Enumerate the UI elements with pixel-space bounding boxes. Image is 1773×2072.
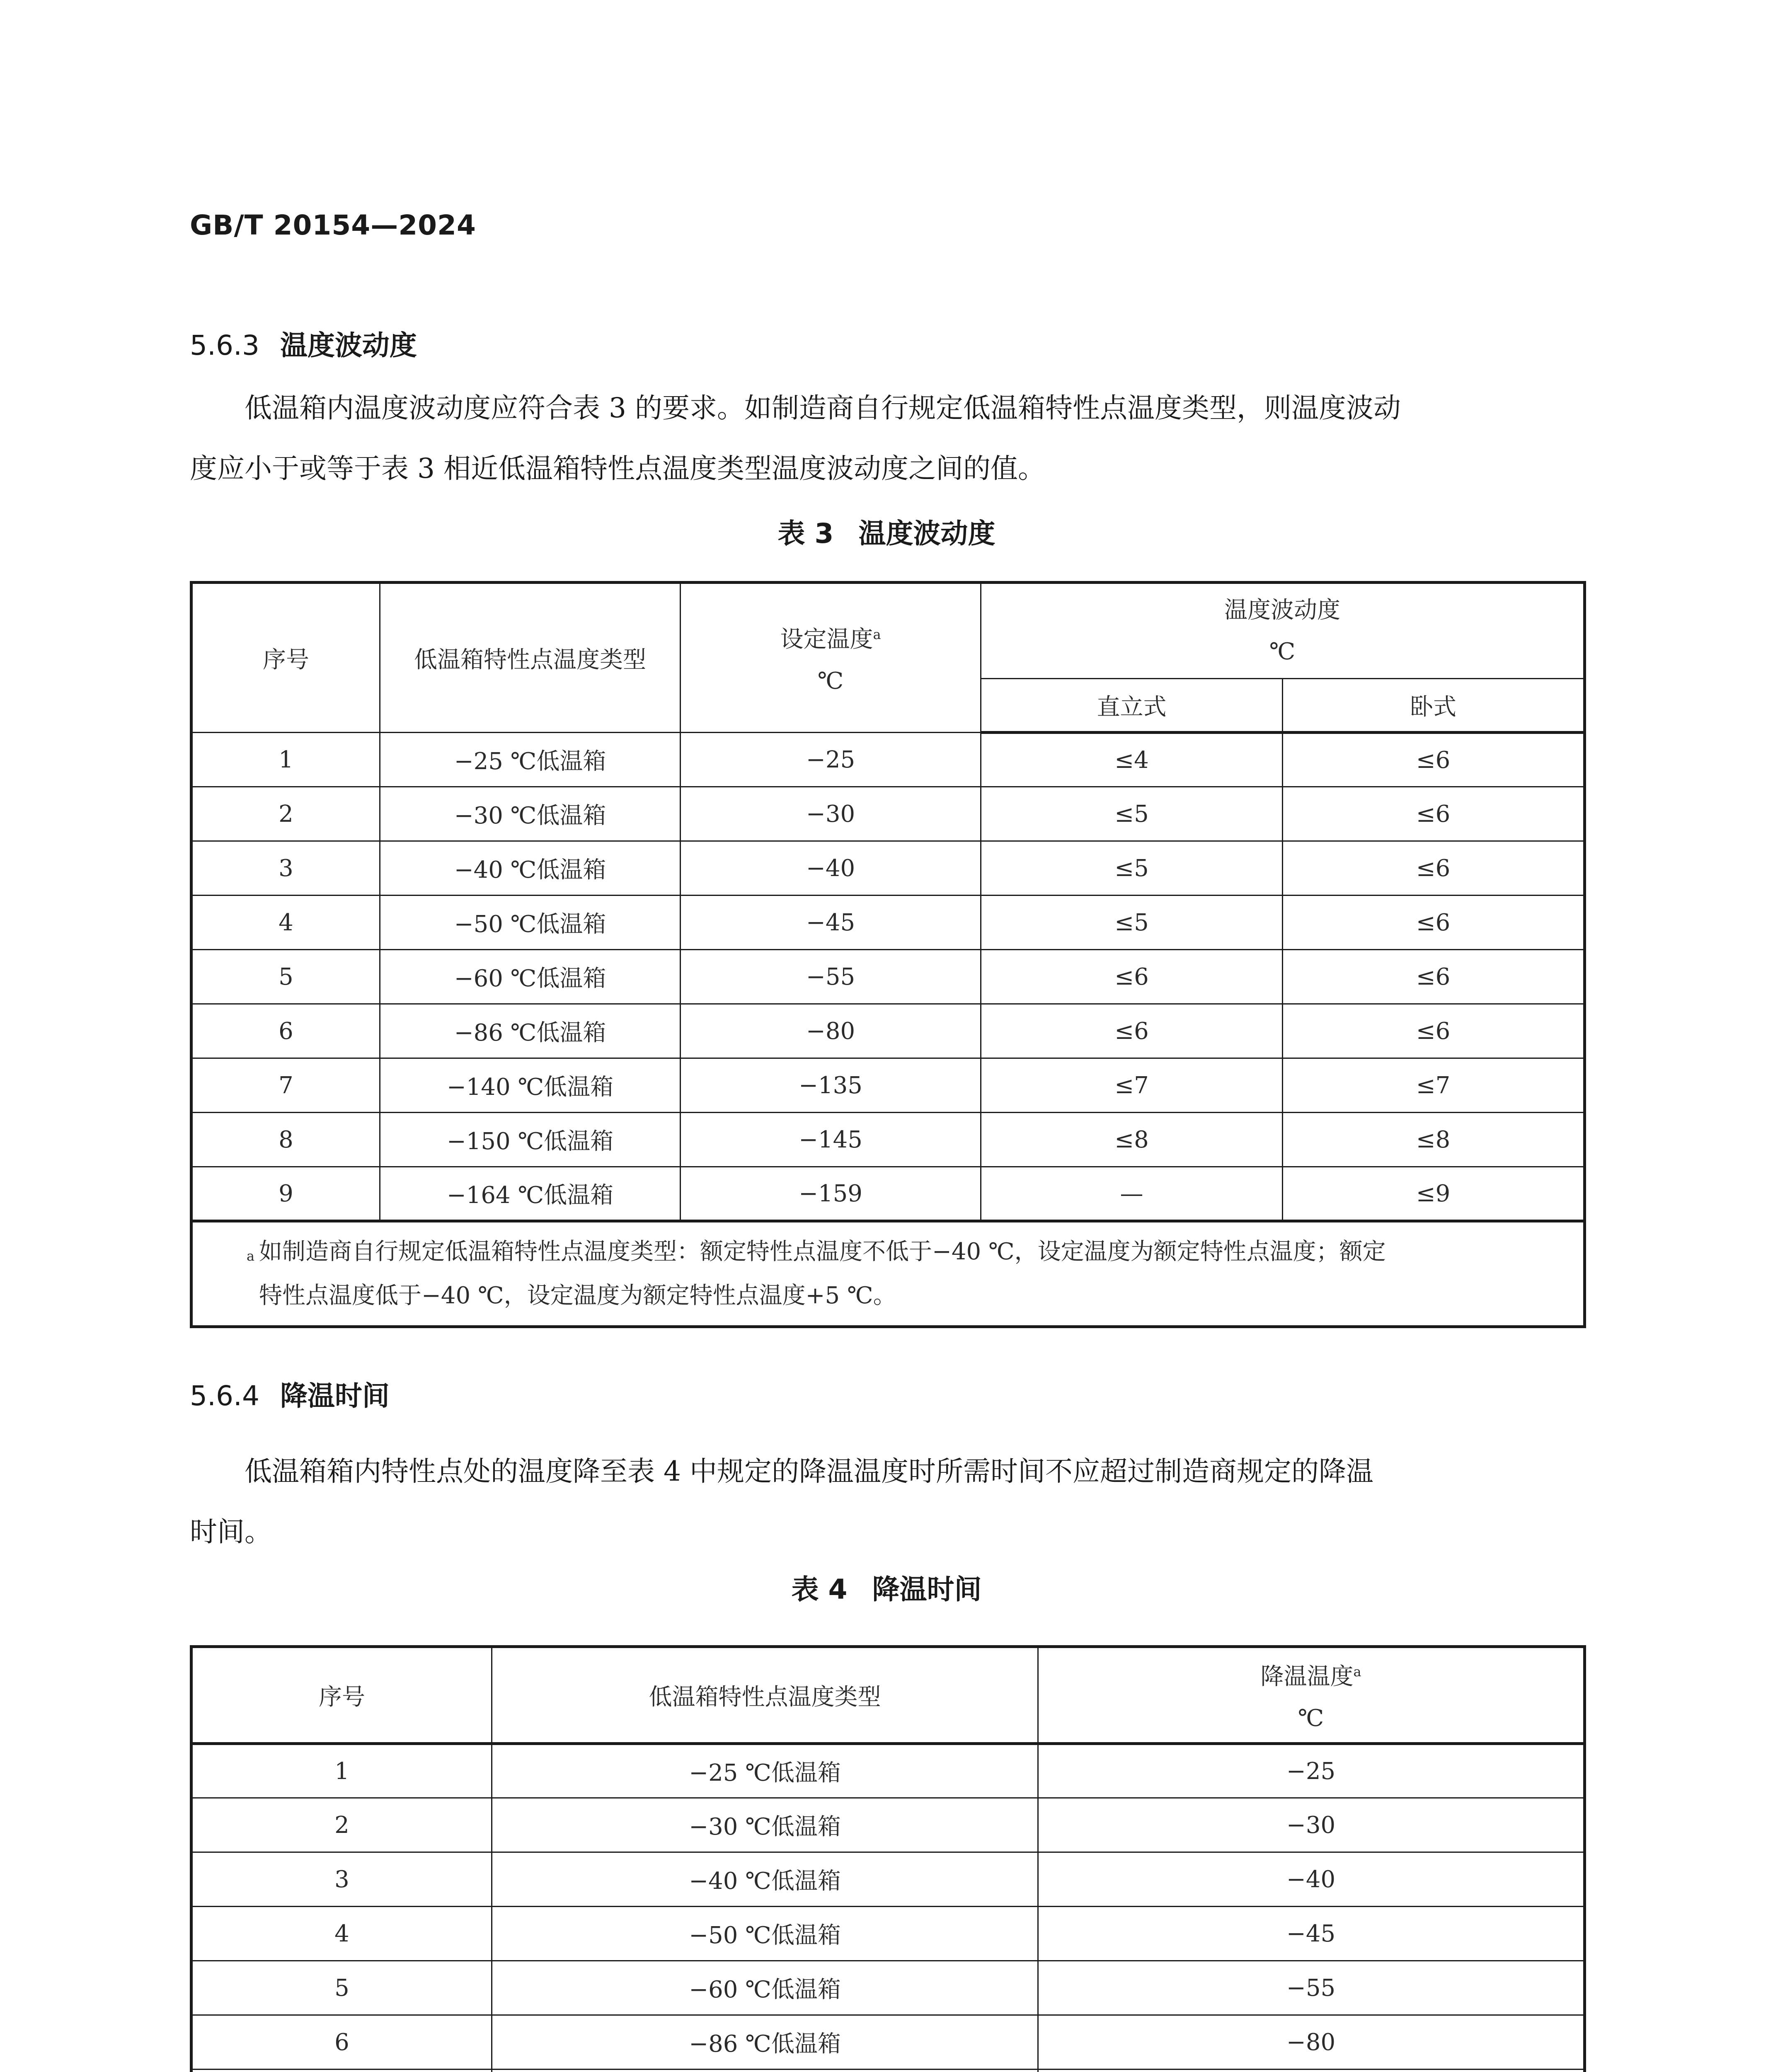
section-paragraph-5-6-4	[190, 1441, 1583, 1562]
cell-type: −86 ℃低温箱	[492, 2015, 1038, 2070]
cell-type: −150 ℃低温箱	[380, 1113, 681, 1167]
footnote-line: 特性点温度低于−40 ℃，设定温度为额定特性点温度+5 ℃。	[259, 1282, 896, 1309]
paragraph-line: 低温箱内温度波动度应符合表 3 的要求。如制造商自行规定低温箱特性点温度类型，则温度波动	[245, 392, 1401, 424]
cell-cool-temp: −55	[1038, 1961, 1585, 2015]
cell-cool-temp: −25	[1038, 1744, 1585, 1798]
cell-upright: ≤6	[981, 1004, 1283, 1058]
table-row	[191, 733, 1585, 787]
header-type: 低温箱特性点温度类型	[492, 1647, 1038, 1744]
cell-type: −40 ℃低温箱	[380, 841, 681, 896]
cell-type: −30 ℃低温箱	[492, 1798, 1038, 1852]
section-title: 降温时间	[280, 1380, 390, 1412]
cell-set-temp: −135	[681, 1058, 981, 1113]
cell-seq: 2	[191, 1798, 492, 1852]
header-cool-temp: 降温温度$^a$ ℃	[1038, 1647, 1585, 1744]
header-type: 低温箱特性点温度类型	[380, 583, 681, 733]
table-caption: 温度波动度	[858, 518, 995, 549]
cell-chest: ≤6	[1283, 950, 1585, 1004]
unit-celsius: ℃	[1298, 1704, 1324, 1732]
cell-type: −50 ℃低温箱	[492, 1907, 1038, 1961]
cell-seq: 4	[191, 896, 380, 950]
footnote-ref: a	[873, 627, 881, 643]
cell-upright: ≤7	[981, 1058, 1283, 1113]
table-3-footnote	[191, 1221, 1585, 1327]
header-seq: 序号	[191, 1647, 492, 1744]
table-label: 表 4	[791, 1573, 848, 1605]
header-upright: 直立式	[981, 679, 1283, 733]
section-heading-5-6-3	[190, 323, 417, 363]
cell-seq: 1	[191, 733, 380, 787]
table-row	[191, 1113, 1585, 1167]
section-heading-5-6-4	[190, 1374, 390, 1413]
cell-seq: 6	[191, 1004, 380, 1058]
cell-type: −40 ℃低温箱	[492, 1852, 1038, 1907]
section-number: 5.6.3	[190, 329, 259, 361]
table-row	[191, 1907, 1585, 1961]
cell-seq: 5	[191, 950, 380, 1004]
cell-set-temp: −25	[681, 733, 981, 787]
table-row	[191, 896, 1585, 950]
cell-upright: ≤8	[981, 1113, 1283, 1167]
table-row	[191, 1961, 1585, 2015]
cell-chest: ≤6	[1283, 733, 1585, 787]
cell-cool-temp: −45	[1038, 1907, 1585, 1961]
cell-type: −140 ℃低温箱	[380, 1058, 681, 1113]
table-4-title	[190, 1567, 1583, 1607]
table-row	[191, 1852, 1585, 1907]
table-3-title	[190, 511, 1583, 551]
cell-type: −50 ℃低温箱	[380, 896, 681, 950]
header-chest: 卧式	[1283, 679, 1585, 733]
section-number: 5.6.4	[190, 1380, 259, 1412]
cell-chest: ≤6	[1283, 787, 1585, 841]
cell-seq: 3	[191, 841, 380, 896]
table-row	[191, 1058, 1585, 1113]
table-row	[191, 841, 1585, 896]
cell-chest: ≤7	[1283, 1058, 1585, 1113]
cell-set-temp: −55	[681, 950, 981, 1004]
cell-type	[492, 2070, 1038, 2072]
cell-seq: 8	[191, 1113, 380, 1167]
cell-seq: 9	[191, 1167, 380, 1221]
cell-cool-temp: −30	[1038, 1798, 1585, 1852]
cell-seq: 2	[191, 787, 380, 841]
cell-type: −25 ℃低温箱	[380, 733, 681, 787]
cell-type: −164 ℃低温箱	[380, 1167, 681, 1221]
cell-chest: ≤8	[1283, 1113, 1585, 1167]
cell-cool-temp: −80	[1038, 2015, 1585, 2070]
table-3-temperature-fluctuation	[190, 581, 1586, 1328]
paragraph-line: 低温箱箱内特性点处的温度降至表 4 中规定的降温温度时所需时间不应超过制造商规定的降温	[245, 1455, 1373, 1487]
cell-set-temp: −30	[681, 787, 981, 841]
cell-upright: ≤6	[981, 950, 1283, 1004]
table-4-cooling-time	[190, 1645, 1586, 2072]
footnote-mark: a	[247, 1248, 255, 1264]
cell-seq: 3	[191, 1852, 492, 1907]
cell-seq: 7	[191, 1058, 380, 1113]
cell-type: −30 ℃低温箱	[380, 787, 681, 841]
cell-set-temp: −145	[681, 1113, 981, 1167]
cell-chest: ≤9	[1283, 1167, 1585, 1221]
table-row	[191, 1744, 1585, 1798]
cell-seq: 6	[191, 2015, 492, 2070]
table-row	[191, 1167, 1585, 1221]
paragraph-line: 时间。	[190, 1516, 272, 1548]
table-row	[191, 787, 1585, 841]
cell-chest: ≤6	[1283, 841, 1585, 896]
cell-type: −60 ℃低温箱	[380, 950, 681, 1004]
footnote-ref: a	[1353, 1664, 1361, 1680]
cell-seq: 5	[191, 1961, 492, 2015]
table-caption: 降温时间	[872, 1573, 982, 1605]
header-seq: 序号	[191, 583, 380, 733]
unit-celsius: ℃	[817, 667, 844, 695]
table-row	[191, 2070, 1585, 2072]
cell-upright: ≤5	[981, 896, 1283, 950]
table-row	[191, 950, 1585, 1004]
footnote-line: 如制造商自行规定低温箱特性点温度类型：额定特性点温度不低于−40 ℃，设定温度为额定特性点温度；额定	[259, 1238, 1386, 1265]
paragraph-line: 度应小于或等于表 3 相近低温箱特性点温度类型温度波动度之间的值。	[190, 453, 1045, 484]
cell-upright: —	[981, 1167, 1283, 1221]
cell-upright: ≤4	[981, 733, 1283, 787]
table-row	[191, 1004, 1585, 1058]
cell-seq: 4	[191, 1907, 492, 1961]
cell-type: −86 ℃低温箱	[380, 1004, 681, 1058]
section-title: 温度波动度	[280, 329, 417, 361]
cell-cool-temp	[1038, 2070, 1585, 2072]
cell-upright: ≤5	[981, 841, 1283, 896]
section-paragraph-5-6-3	[190, 378, 1583, 499]
cell-chest: ≤6	[1283, 1004, 1585, 1058]
document-code: GB/T 20154—2024	[190, 209, 476, 241]
table-row	[191, 1798, 1585, 1852]
cell-seq	[191, 2070, 492, 2072]
cell-cool-temp: −40	[1038, 1852, 1585, 1907]
cell-set-temp: −80	[681, 1004, 981, 1058]
unit-celsius: ℃	[1269, 638, 1296, 665]
cell-type: −60 ℃低温箱	[492, 1961, 1038, 2015]
header-fluctuation: 温度波动度 ℃	[981, 583, 1585, 679]
table-label: 表 3	[778, 518, 834, 549]
cell-chest: ≤6	[1283, 896, 1585, 950]
cell-seq: 1	[191, 1744, 492, 1798]
cell-set-temp: −45	[681, 896, 981, 950]
cell-upright: ≤5	[981, 787, 1283, 841]
cell-type: −25 ℃低温箱	[492, 1744, 1038, 1798]
cell-set-temp: −159	[681, 1167, 981, 1221]
header-set-temp: 设定温度$^a$ ℃	[681, 583, 981, 733]
table-row	[191, 2015, 1585, 2070]
cell-set-temp: −40	[681, 841, 981, 896]
